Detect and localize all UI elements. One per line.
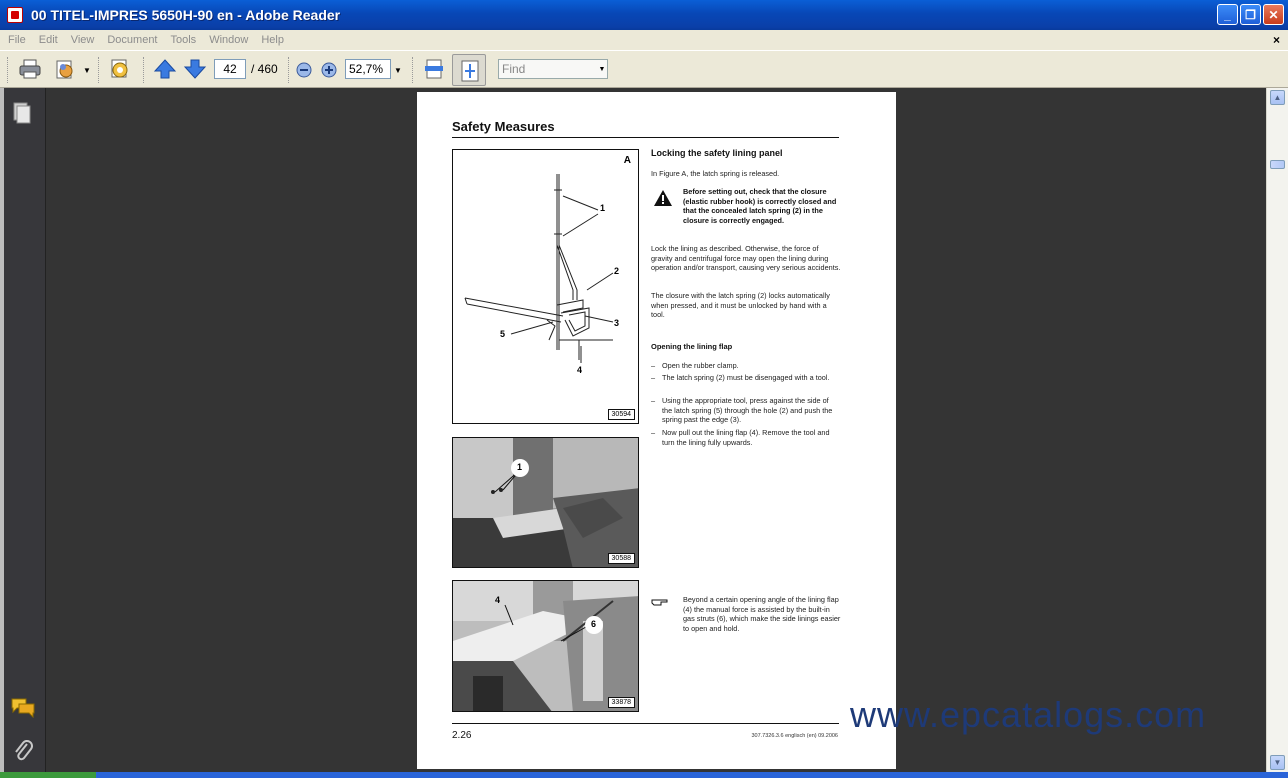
arrow-down-icon bbox=[183, 57, 207, 81]
toolbar-grip[interactable] bbox=[7, 57, 10, 83]
adobe-reader-icon bbox=[7, 7, 23, 23]
menu-file[interactable]: File bbox=[8, 34, 26, 46]
section-heading-locking: Locking the safety lining panel bbox=[651, 148, 783, 158]
warning-text: Before setting out, check that the closure (elastic rubber hook) is correctly closed and that the concealed latch spring (2) in the closure is correctly engaged. bbox=[683, 187, 837, 226]
list-item: – The latch spring (2) must be disengaged with a tool. bbox=[651, 373, 830, 382]
comments-icon[interactable] bbox=[10, 696, 36, 718]
next-page-button[interactable] bbox=[183, 57, 207, 81]
list-item: – Now pull out the lining flap (4). Remove the tool and turn the lining fully upwards. bbox=[651, 428, 830, 447]
start-button[interactable] bbox=[0, 772, 96, 778]
pdf-page bbox=[417, 92, 896, 769]
callout-5: 5 bbox=[500, 329, 506, 339]
find-dropdown-chevron-icon[interactable]: ▼ bbox=[597, 59, 608, 79]
scroll-thumb[interactable] bbox=[1270, 160, 1285, 169]
figure-a-diagram bbox=[452, 149, 639, 424]
fit-width-button[interactable] bbox=[422, 57, 446, 81]
zoom-level-input[interactable]: 52,7% bbox=[345, 59, 391, 79]
menu-tools[interactable]: Tools bbox=[170, 34, 197, 46]
arrow-up-icon bbox=[153, 57, 177, 81]
menu-help[interactable]: Help bbox=[261, 34, 284, 46]
pointing-hand-icon bbox=[651, 596, 669, 608]
page-count: / 460 bbox=[251, 62, 278, 76]
email-icon bbox=[54, 57, 78, 81]
toolbar-grip[interactable] bbox=[288, 57, 291, 83]
zoom-in-button[interactable] bbox=[320, 61, 338, 79]
printer-icon bbox=[18, 57, 42, 81]
scroll-up-button[interactable]: ▲ bbox=[1270, 90, 1285, 105]
toolbar-grip[interactable] bbox=[98, 57, 101, 83]
previous-page-button[interactable] bbox=[153, 57, 177, 81]
zoom-out-icon bbox=[295, 61, 313, 79]
document-area[interactable] bbox=[46, 88, 1266, 772]
watermark: www.epcatalogs.com bbox=[850, 694, 1207, 735]
menu-document[interactable]: Document bbox=[107, 34, 158, 46]
latch-diagram bbox=[453, 150, 639, 424]
toolbar-grip[interactable] bbox=[412, 57, 415, 83]
list-item: – Using the appropriate tool, press against the side of the latch spring (5) through the hole (2) and push the spring past the edge (3). bbox=[651, 396, 833, 425]
fit-page-icon bbox=[458, 59, 482, 83]
page-number-input[interactable]: 42 bbox=[214, 59, 246, 79]
window-title: 00 TITEL-IMPRES 5650H-90 en - Adobe Reader bbox=[31, 7, 341, 23]
document-reference: 307.7326.3.6 englisch (en) 09.2006 bbox=[751, 733, 838, 739]
section-heading-opening: Opening the lining flap bbox=[651, 342, 733, 351]
attachment-icon[interactable] bbox=[12, 738, 34, 762]
figure-number: 33878 bbox=[608, 697, 635, 708]
find-input[interactable]: Find bbox=[498, 59, 598, 79]
gas-strut-photo bbox=[453, 581, 639, 712]
footer-rule bbox=[452, 723, 839, 724]
minimize-button[interactable]: _ bbox=[1217, 4, 1238, 25]
figure-b-photo bbox=[452, 437, 639, 568]
figure-number: 30588 bbox=[608, 553, 635, 564]
menu-bar bbox=[0, 30, 1288, 50]
figure-letter: A bbox=[623, 155, 631, 166]
close-button[interactable]: ✕ bbox=[1263, 4, 1284, 25]
callout-4: 4 bbox=[577, 365, 583, 375]
warning-icon bbox=[653, 189, 673, 207]
fit-width-icon bbox=[422, 57, 446, 81]
page-number: 2.26 bbox=[452, 730, 472, 741]
zoom-in-icon bbox=[320, 61, 338, 79]
pages-icon[interactable] bbox=[12, 102, 32, 124]
callout-6: 6 bbox=[591, 619, 597, 629]
organizer-button[interactable] bbox=[108, 57, 132, 81]
title-rule bbox=[452, 137, 839, 138]
intro-text: In Figure A, the latch spring is released. bbox=[651, 169, 780, 178]
zoom-out-button[interactable] bbox=[295, 61, 313, 79]
restore-button[interactable]: ❐ bbox=[1240, 4, 1261, 25]
note-text: Beyond a certain opening angle of the lining flap (4) the manual force is assisted by the built-in gas struts (6), which make the side linings easier to open and hold. bbox=[683, 595, 841, 634]
latch-photo bbox=[453, 438, 639, 568]
paragraph-closure: The closure with the latch spring (2) locks automatically when pressed, and it must be unlocked by hand with a tool. bbox=[651, 291, 830, 320]
figure-number: 30594 bbox=[608, 409, 635, 420]
page-title: Safety Measures bbox=[452, 119, 555, 134]
callout-1: 1 bbox=[600, 203, 606, 213]
menu-window[interactable]: Window bbox=[209, 34, 249, 46]
callout-4: 4 bbox=[495, 595, 501, 605]
paragraph-lock-lining: Lock the lining as described. Otherwise, the force of gravity and centrifugal force may open the lining during operation and/or transport, causing very serious accidents. bbox=[651, 244, 841, 273]
scroll-down-button[interactable]: ▼ bbox=[1270, 755, 1285, 770]
email-button[interactable] bbox=[54, 57, 78, 81]
figure-c-photo bbox=[452, 580, 639, 712]
list-item: – Open the rubber clamp. bbox=[651, 361, 739, 370]
toolbar bbox=[0, 50, 1288, 88]
toolbar-grip[interactable] bbox=[143, 57, 146, 83]
chevron-down-icon[interactable]: ▼ bbox=[83, 66, 91, 75]
callout-2: 2 bbox=[614, 266, 620, 276]
callout-3: 3 bbox=[614, 318, 620, 328]
print-button[interactable] bbox=[18, 57, 42, 81]
nav-pane-edge bbox=[0, 88, 4, 772]
taskbar bbox=[0, 772, 1288, 778]
vertical-scrollbar[interactable] bbox=[1266, 88, 1288, 772]
callout-1: 1 bbox=[517, 462, 523, 472]
navigation-pane bbox=[0, 88, 46, 772]
gear-document-icon bbox=[108, 57, 132, 81]
close-document-button[interactable]: × bbox=[1272, 33, 1280, 47]
title-bar bbox=[0, 0, 1288, 30]
zoom-dropdown-chevron-icon[interactable]: ▼ bbox=[394, 66, 402, 75]
menu-view[interactable]: View bbox=[70, 34, 95, 46]
fit-page-button[interactable] bbox=[452, 54, 486, 86]
menu-edit[interactable]: Edit bbox=[38, 34, 58, 46]
